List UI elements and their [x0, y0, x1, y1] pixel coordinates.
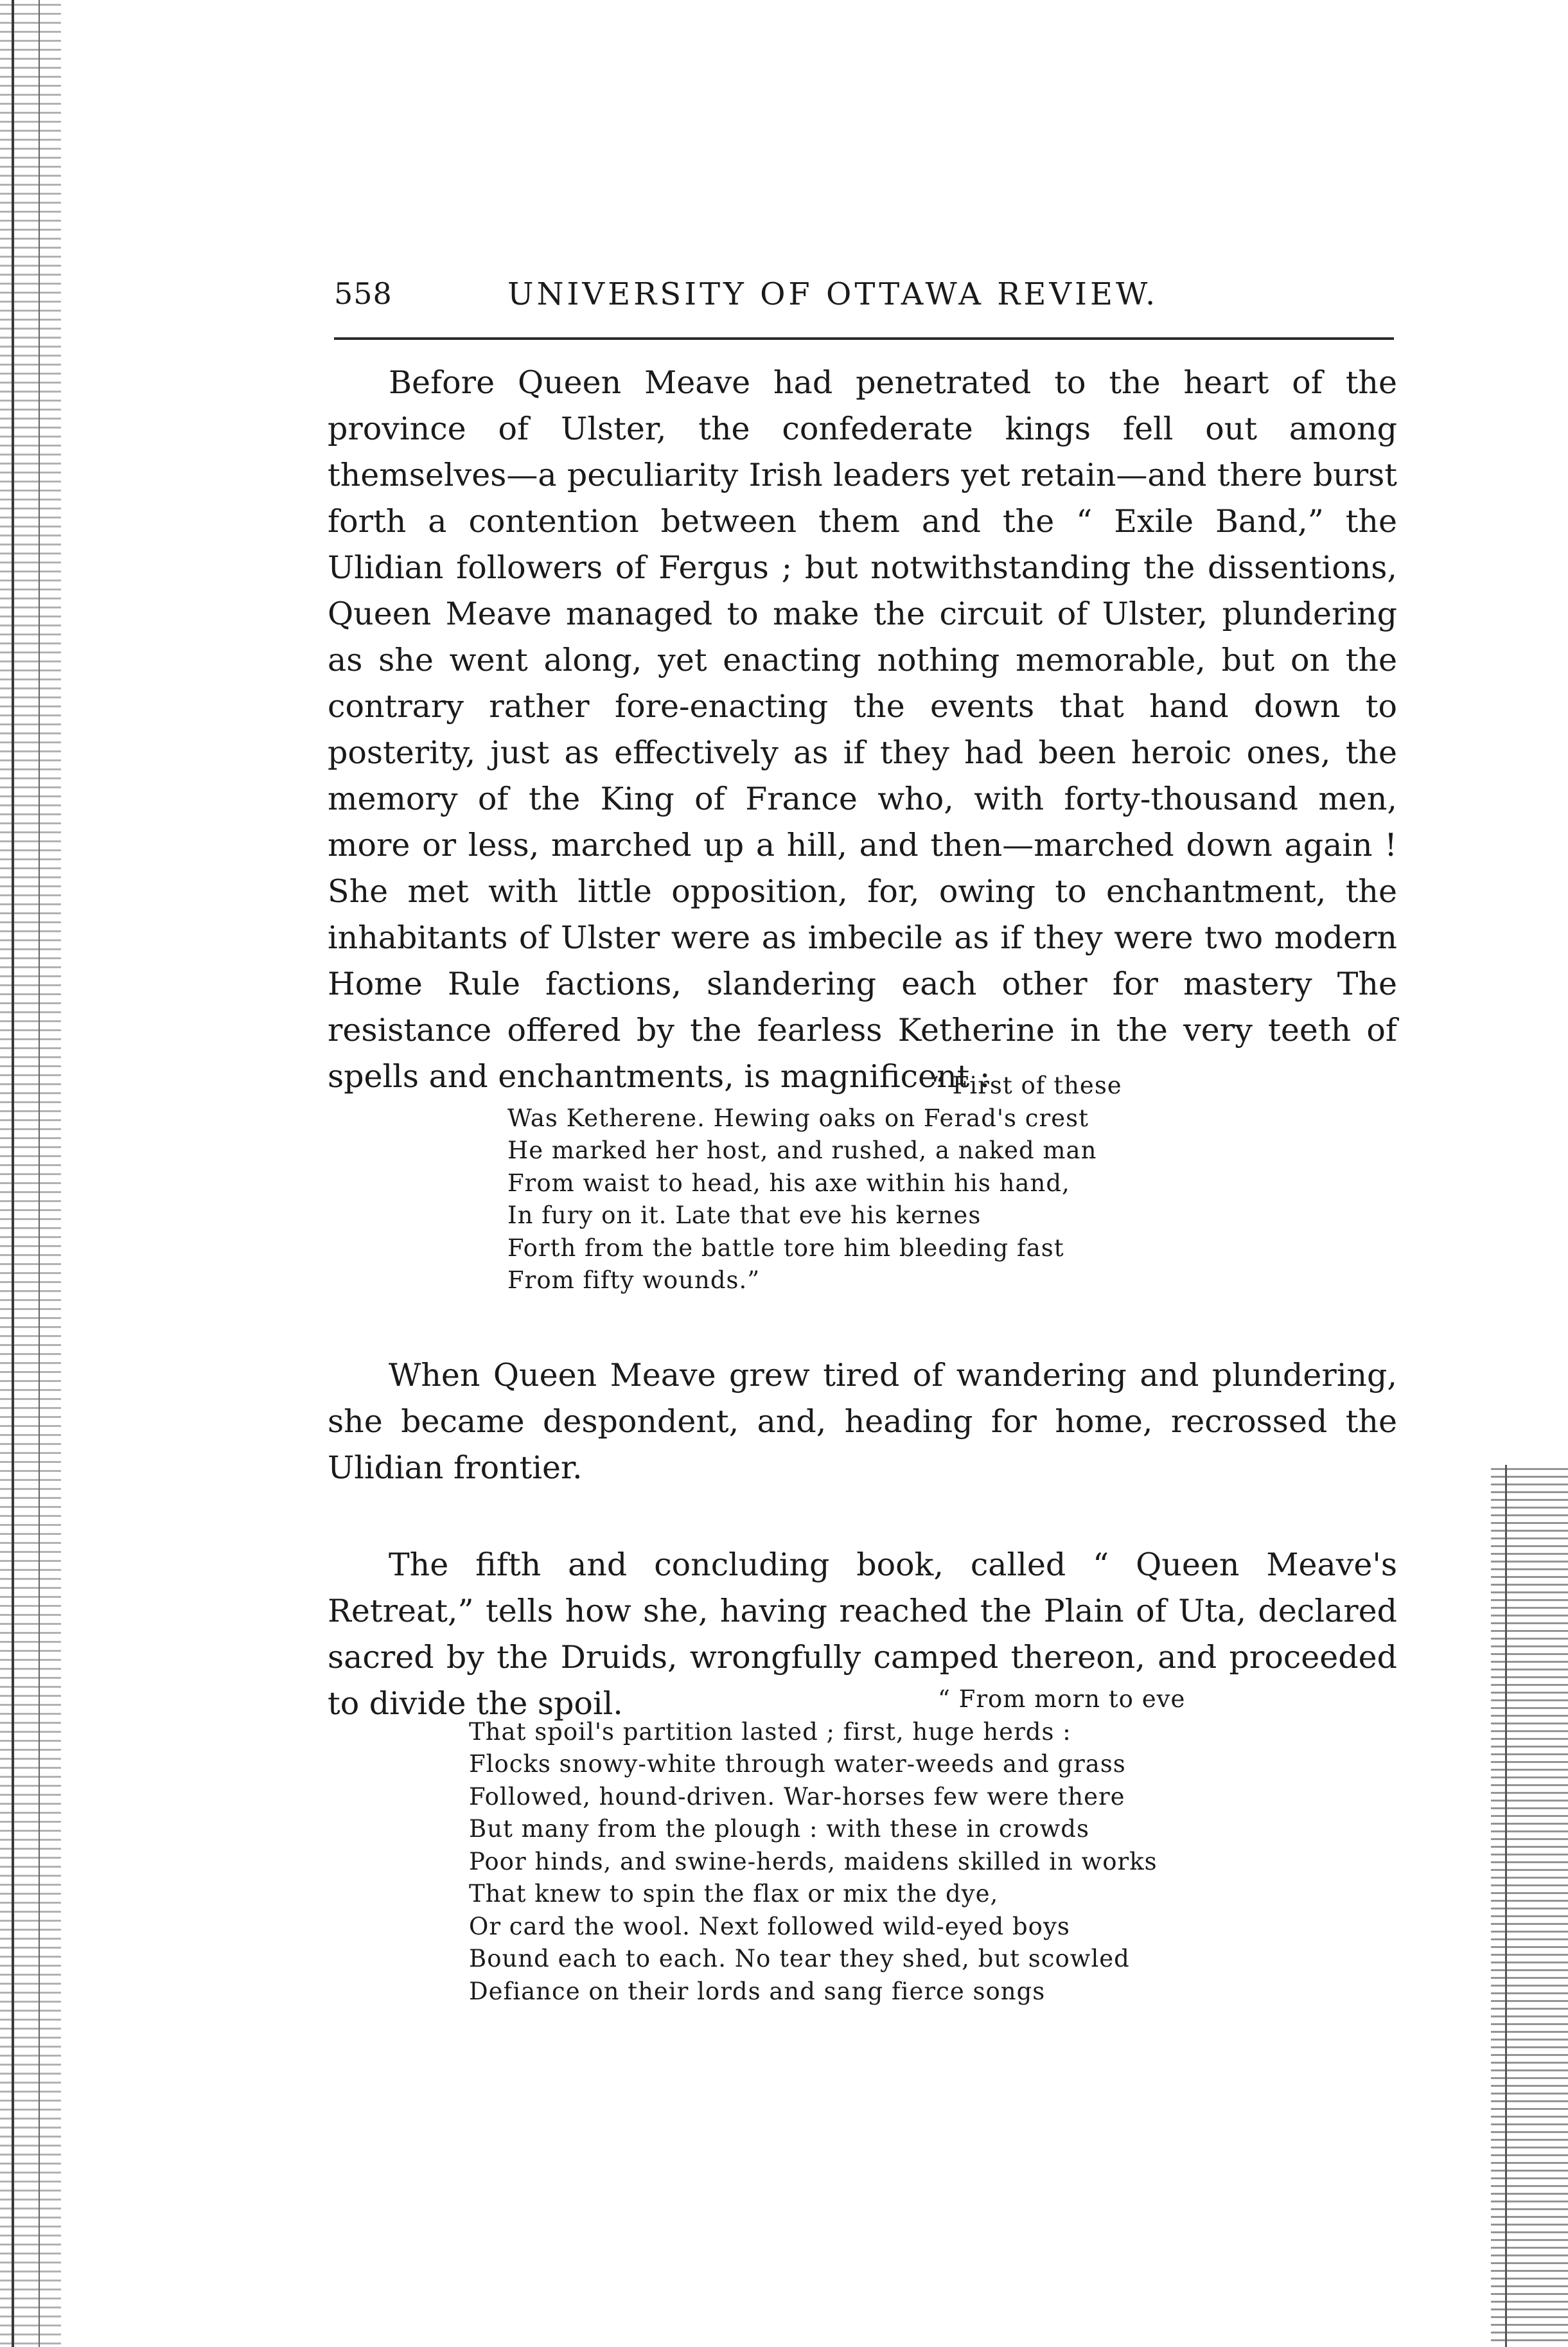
right-binding-edge — [1491, 1465, 1568, 2347]
verse-line: In fury on it. Late that eve his kernes — [507, 1201, 982, 1229]
verse-line: Forth from the battle tore him bleeding fast — [507, 1234, 1064, 1262]
verse-quote-1 — [507, 1070, 1122, 1297]
left-binding-edge — [0, 0, 61, 2347]
binding-line — [39, 0, 40, 2347]
paragraph-text: The fifth and concluding book, called “ Queen Meave's Retreat,” tells how she, having reached the Plain of Uta, declared sacred by the Druids, wrongfully camped thereon, and proceeded to divide the spoil. — [328, 1546, 1397, 1722]
verse-line: Defiance on their lords and sang fierce songs — [469, 1977, 1046, 2005]
running-title: UNIVERSITY OF OTTAWA REVIEW. — [507, 276, 1159, 312]
verse-line: Or card the wool. Next followed wild-eyed boys — [469, 1912, 1070, 1940]
verse-line: “ First of these — [931, 1072, 1122, 1099]
verse-line: But many from the plough : with these in crowds — [469, 1815, 1089, 1843]
verse-line: That knew to spin the flax or mix the dye, — [469, 1880, 999, 1908]
page-number: 558 — [334, 276, 392, 311]
verse-line: Poor hinds, and swine-herds, maidens skilled in works — [469, 1847, 1158, 1875]
header-rule — [334, 337, 1394, 340]
binding-line — [1505, 1465, 1507, 2347]
paragraph-text: When Queen Meave grew tired of wandering and plundering, she became despondent, and, heading for home, recrossed the Ulidian frontier. — [328, 1357, 1397, 1486]
page-header — [334, 276, 1394, 328]
verse-line: That spoil's partition lasted ; first, huge herds : — [469, 1717, 1071, 1746]
paragraph-2 — [328, 1352, 1397, 1491]
verse-line: Was Ketherene. Hewing oaks on Ferad's crest — [507, 1104, 1089, 1132]
verse-line: Bound each to each. No tear they shed, but scowled — [469, 1945, 1130, 1972]
verse-line: He marked her host, and rushed, a naked man — [507, 1137, 1097, 1164]
verse-line: Followed, hound-driven. War-horses few were there — [469, 1782, 1125, 1811]
verse-quote-2 — [469, 1683, 1185, 2008]
binding-line — [12, 0, 14, 2347]
paragraph-1 — [328, 360, 1397, 1100]
verse-line: “ From morn to eve — [938, 1685, 1186, 1713]
verse-line: Flocks snowy-white through water-weeds and grass — [469, 1750, 1126, 1778]
verse-line: From waist to head, his axe within his hand, — [507, 1169, 1070, 1197]
verse-line: From fifty wounds.” — [507, 1266, 761, 1294]
paragraph-text: Before Queen Meave had penetrated to the heart of the province of Ulster, the confederate kings fell out among themselves—a peculiarity Irish leaders yet retain—and there burst forth a contention between them and the “ Exile Band,” the Ulidian followers of Fergus ; but notwithstanding the dissentions, Queen Meave managed to make the circuit of Ulster, plundering as she went along, yet enacting nothing memorable, but on the contrary rather fore-enacting the events that hand down to posterity, just as effectively as if they had been heroic ones, the memory of the King of France who, with forty-thousand men, more or less, marched up a hill, and then—marched down again ! She met with little opposition, for, owing to enchantment, the inhabitants of Ulster were as imbecile as if they were two modern Home Rule factions, slandering each other for mastery The resistance offered by the fearless Ketherine in the very teeth of spells and enchantments, is magnificent : — [328, 364, 1397, 1095]
